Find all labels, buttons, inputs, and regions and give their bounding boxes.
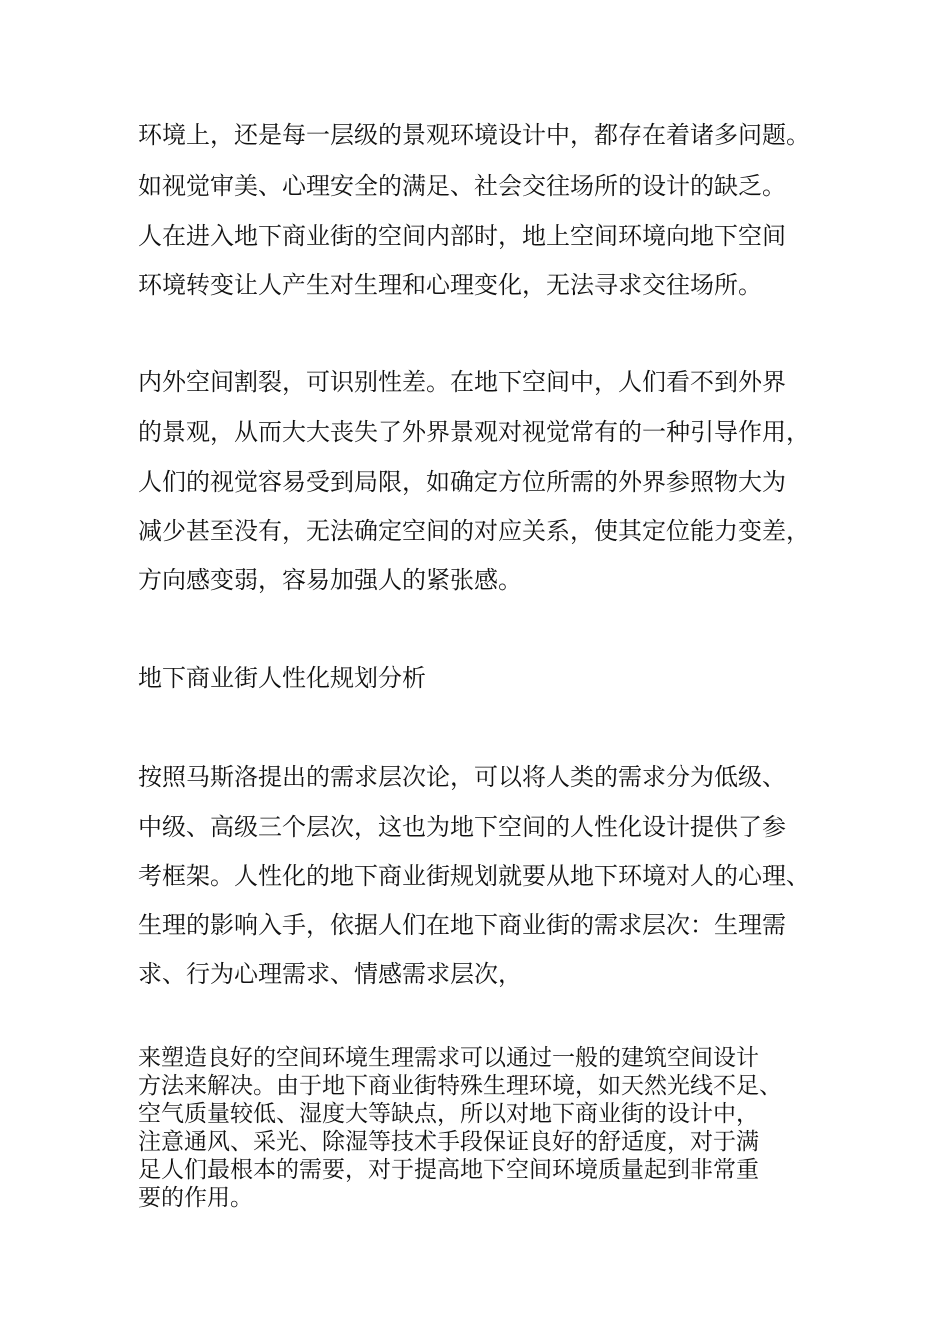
text-line: 如视觉审美、心理安全的满足、社会交往场所的设计的缺乏。 (138, 172, 786, 200)
text-line: 人们的视觉容易受到局限，如确定方位所需的外界参照物大为 (138, 468, 786, 496)
text-line: 考框架。人性化的地下商业街规划就要从地下环境对人的心理、 (138, 862, 810, 890)
text-line: 人在进入地下商业街的空间内部时，地上空间环境向地下空间 (138, 222, 786, 250)
text-line: 足人们最根本的需要，对于提高地下空间环境质量起到非常重 (138, 1157, 759, 1183)
text-line: 方法来解决。由于地下商业街特殊生理环境，如天然光线不足、 (138, 1073, 782, 1099)
text-line: 生理的影响入手，依据人们在地下商业街的需求层次：生理需 (138, 911, 786, 939)
text-line: 内外空间割裂，可识别性差。在地下空间中，人们看不到外界 (138, 368, 786, 396)
text-line: 求、行为心理需求、情感需求层次， (138, 960, 522, 988)
text-line: 环境上，还是每一层级的景观环境设计中，都存在着诸多问题。 (138, 121, 810, 149)
text-line: 环境转变让人产生对生理和心理变化，无法寻求交往场所。 (138, 271, 762, 299)
text-line: 按照马斯洛提出的需求层次论，可以将人类的需求分为低级、 (138, 763, 786, 791)
heading-text: 地下商业街人性化规划分析 (138, 664, 426, 692)
text-line: 要的作用。 (138, 1185, 253, 1211)
text-line: 方向感变弱，容易加强人的紧张感。 (138, 566, 522, 594)
text-line: 的景观，从而大大丧失了外界景观对视觉常有的一种引导作用， (138, 418, 810, 446)
text-line: 中级、高级三个层次，这也为地下空间的人性化设计提供了参 (138, 813, 786, 841)
text-line: 空气质量较低、湿度大等缺点，所以对地下商业街的设计中， (138, 1101, 759, 1127)
text-line: 注意通风、采光、除湿等技术手段保证良好的舒适度，对于满 (138, 1129, 759, 1155)
text-line: 减少甚至没有，无法确定空间的对应关系，使其定位能力变差， (138, 517, 810, 545)
text-line: 来塑造良好的空间环境生理需求可以通过一般的建筑空间设计 (138, 1045, 759, 1071)
